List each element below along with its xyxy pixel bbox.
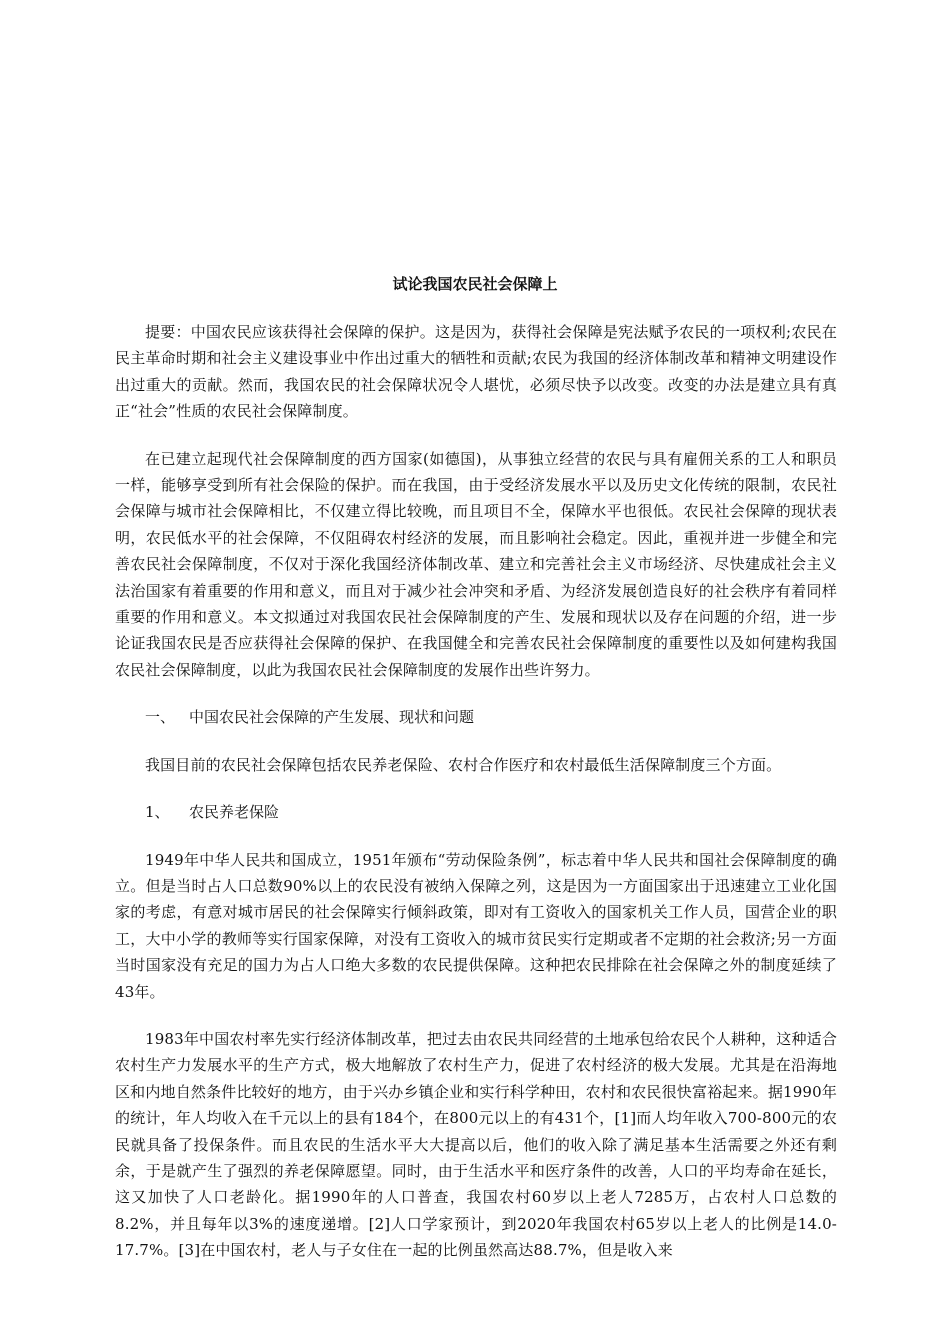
paragraph-1949: 1949年中华人民共和国成立，1951年颁布“劳动保险条例”，标志着中华人民共和国社会保障制度的确立。但是当时占人口总数90%以上的农民没有被纳入保障之列，这是因为一方面国家出于迅速建立工业化国家的考虑，有意对城市居民的社会保障实行倾斜政策，即对有工资收入的国家机关工作人员，国营企业的职工，大中小学的教师等实行国家保障，对没有工资收入的城市贫民实行定期或者不定期的社会救济;另一方面当时国家没有充足的国力为占人口绝大多数的农民提供保障。这种把农民排除在社会保障之外的制度延续了43年。 (115, 850, 837, 1001)
abstract-paragraph: 提要：中国农民应该获得社会保障的保护。这是因为，获得社会保障是宪法赋予农民的一项权利;农民在民主革命时期和社会主义建设事业中作出过重大的牺牲和贡献;农民为我国的经济体制改革和精神文明建设作出过重大的贡献。然而，我国农民的社会保障状况令人堪忧，必须尽快予以改变。改变的办法是建立具有真正“社会”性质的农民社会保障制度。 (115, 323, 837, 421)
subsection-heading-1 (115, 799, 837, 825)
section-heading-1 (115, 704, 837, 730)
subsection-title: 农民养老保险 (189, 803, 280, 822)
section-title: 中国农民社会保障的产生发展、现状和问题 (189, 708, 475, 727)
section-intro-paragraph: 我国目前的农民社会保障包括农民养老保险、农村合作医疗和农村最低生活保障制度三个方面。 (145, 755, 782, 774)
subsection-number: 1、 (145, 803, 170, 822)
intro-paragraph: 在已建立起现代社会保障制度的西方国家(如德国)，从事独立经营的农民与具有雇佣关系的工人和职员一样，能够享受到所有社会保险的保护。而在我国，由于受经济发展水平以及历史文化传统的限制，农民社会保障与城市社会保障相比，不仅建立得比较晚，而且项目不全，保障水平也很低。农民社会保障的现状表明，农民低水平的社会保障，不仅阻碍农村经济的发展，而且影响社会稳定。因此，重视并进一步健全和完善农民社会保障制度，不仅对于深化我国经济体制改革、建立和完善社会主义市场经济、尽快建成社会主义法治国家有着重要的作用和意义，而且对于减少社会冲突和矛盾、为经济发展创造良好的社会秩序有着同样重要的作用和意义。本文拟通过对我国农民社会保障制度的产生、发展和现状以及存在问题的介绍，进一步论证我国农民是否应获得社会保障的保护、在我国健全和完善农民社会保障制度的重要性以及如何建构我国农民社会保障制度，以此为我国农民社会保障制度的发展作出些许努力。 (115, 449, 837, 679)
paragraph-1983: 1983年中国农村率先实行经济体制改革，把过去由农民共同经营的土地承包给农民个人耕种，这种适合农村生产力发展水平的生产方式，极大地解放了农村生产力，促进了农村经济的极大发展。尤其是在沿海地区和内地自然条件比较好的地方，由于兴办乡镇企业和实行科学种田，农村和农民很快富裕起来。据1990年的统计，年人均收入在千元以上的县有184个，在800元以上的有431个，[1]而人均年收入700-800元的农民就具备了投保条件。而且农民的生活水平大大提高以后，他们的收入除了满足基本生活需要之外还有剩余，于是就产生了强烈的养老保障愿望。同时，由于生活水平和医疗条件的改善，人口的平均寿命在延长，这又加快了人口老龄化。据1990年的人口普查，我国农村60岁以上老人7285万，占农村人口总数的8.2%，并且每年以3%的速度递增。[2]人口学家预计，到2020年我国农村65岁以上老人的比例是14.0-17.7%。[3]在中国农村，老人与子女住在一起的比例虽然高达88.7%，但是收入来 (115, 1029, 837, 1260)
document-body (115, 319, 837, 1285)
document-title: 试论我国农民社会保障上 (392, 275, 558, 293)
section-number: 一、 (145, 708, 176, 727)
